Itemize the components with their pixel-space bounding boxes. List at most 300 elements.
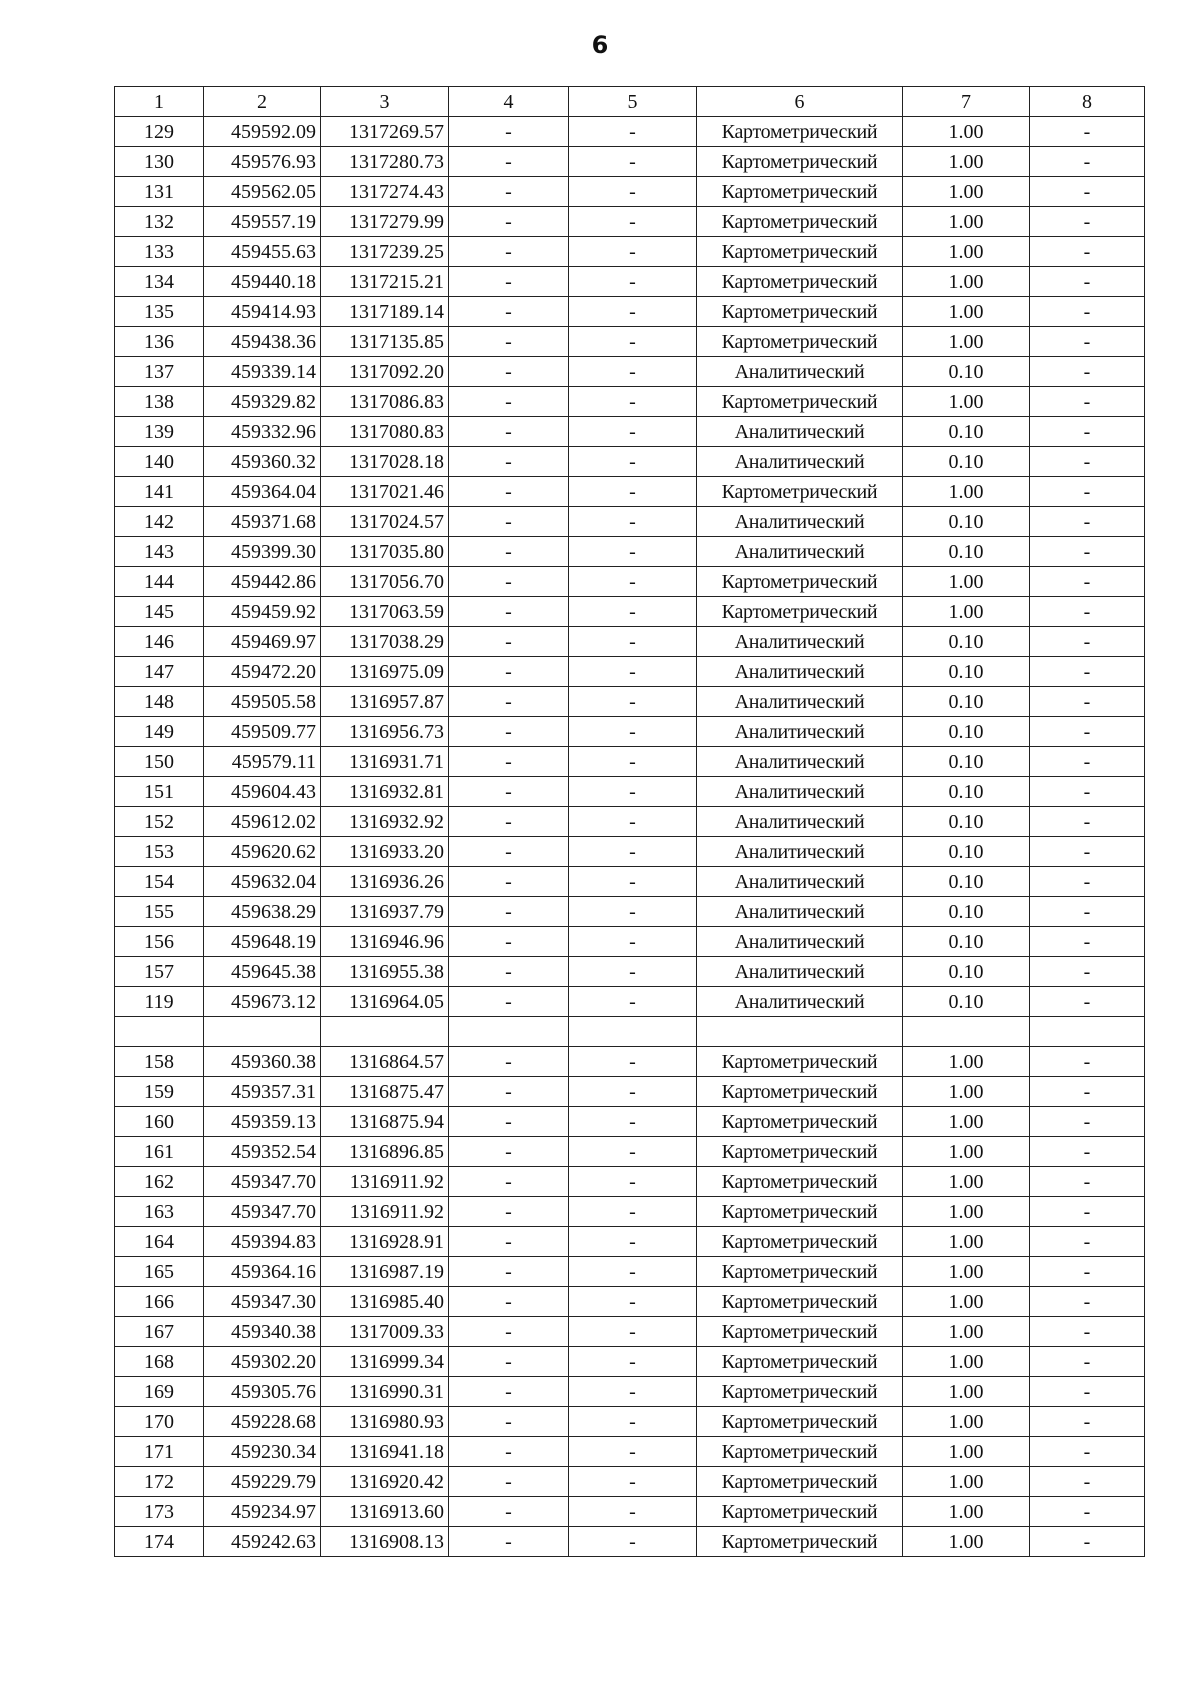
cell-accuracy: 0.10 <box>903 447 1030 477</box>
cell-accuracy: 1.00 <box>903 1497 1030 1527</box>
cell-point-number: 155 <box>115 897 204 927</box>
table-row <box>115 747 1145 777</box>
cell-point-number: 162 <box>115 1167 204 1197</box>
cell-column-4: - <box>449 837 569 867</box>
cell-column-4: - <box>449 1407 569 1437</box>
table-row <box>115 147 1145 177</box>
table-cell-empty <box>449 1017 569 1047</box>
cell-y-coordinate: 1317274.43 <box>321 177 449 207</box>
cell-x-coordinate: 459305.76 <box>204 1377 321 1407</box>
cell-method: Картометрический <box>697 1527 903 1557</box>
cell-method: Картометрический <box>697 1047 903 1077</box>
cell-y-coordinate: 1316956.73 <box>321 717 449 747</box>
cell-x-coordinate: 459472.20 <box>204 657 321 687</box>
cell-method: Аналитический <box>697 627 903 657</box>
table-row <box>115 1467 1145 1497</box>
table-row <box>115 537 1145 567</box>
cell-column-4: - <box>449 597 569 627</box>
cell-column-5: - <box>569 537 697 567</box>
cell-column-4: - <box>449 327 569 357</box>
cell-y-coordinate: 1317063.59 <box>321 597 449 627</box>
cell-accuracy: 1.00 <box>903 117 1030 147</box>
cell-column-5: - <box>569 777 697 807</box>
cell-method: Аналитический <box>697 867 903 897</box>
table-row <box>115 1347 1145 1377</box>
cell-y-coordinate: 1316932.81 <box>321 777 449 807</box>
table-row <box>115 657 1145 687</box>
cell-y-coordinate: 1317080.83 <box>321 417 449 447</box>
cell-column-5: - <box>569 1317 697 1347</box>
column-header: 5 <box>569 87 697 117</box>
cell-method: Картометрический <box>697 147 903 177</box>
cell-y-coordinate: 1317189.14 <box>321 297 449 327</box>
cell-point-number: 168 <box>115 1347 204 1377</box>
cell-column-8: - <box>1030 357 1145 387</box>
cell-column-4: - <box>449 237 569 267</box>
cell-point-number: 137 <box>115 357 204 387</box>
cell-accuracy: 0.10 <box>903 747 1030 777</box>
cell-accuracy: 1.00 <box>903 1377 1030 1407</box>
cell-method: Картометрический <box>697 1287 903 1317</box>
cell-x-coordinate: 459359.13 <box>204 1107 321 1137</box>
cell-column-5: - <box>569 1497 697 1527</box>
cell-y-coordinate: 1316987.19 <box>321 1257 449 1287</box>
cell-point-number: 134 <box>115 267 204 297</box>
cell-column-8: - <box>1030 807 1145 837</box>
cell-method: Картометрический <box>697 1167 903 1197</box>
cell-column-5: - <box>569 1077 697 1107</box>
column-header: 4 <box>449 87 569 117</box>
cell-x-coordinate: 459302.20 <box>204 1347 321 1377</box>
table-row <box>115 567 1145 597</box>
cell-method: Картометрический <box>697 1137 903 1167</box>
cell-column-5: - <box>569 237 697 267</box>
cell-point-number: 171 <box>115 1437 204 1467</box>
cell-column-8: - <box>1030 957 1145 987</box>
cell-method: Картометрический <box>697 177 903 207</box>
cell-accuracy: 0.10 <box>903 807 1030 837</box>
cell-column-8: - <box>1030 1257 1145 1287</box>
cell-method: Картометрический <box>697 1197 903 1227</box>
cell-column-4: - <box>449 417 569 447</box>
cell-accuracy: 0.10 <box>903 627 1030 657</box>
cell-column-4: - <box>449 1497 569 1527</box>
cell-column-8: - <box>1030 687 1145 717</box>
cell-point-number: 174 <box>115 1527 204 1557</box>
cell-accuracy: 1.00 <box>903 1437 1030 1467</box>
cell-accuracy: 1.00 <box>903 567 1030 597</box>
cell-point-number: 149 <box>115 717 204 747</box>
table-row <box>115 1497 1145 1527</box>
column-header: 8 <box>1030 87 1145 117</box>
cell-column-5: - <box>569 1047 697 1077</box>
cell-method: Картометрический <box>697 1467 903 1497</box>
cell-column-8: - <box>1030 297 1145 327</box>
cell-column-5: - <box>569 387 697 417</box>
cell-accuracy: 0.10 <box>903 507 1030 537</box>
cell-x-coordinate: 459612.02 <box>204 807 321 837</box>
cell-accuracy: 0.10 <box>903 927 1030 957</box>
cell-column-8: - <box>1030 327 1145 357</box>
cell-column-5: - <box>569 357 697 387</box>
cell-y-coordinate: 1317092.20 <box>321 357 449 387</box>
cell-method: Картометрический <box>697 1347 903 1377</box>
cell-column-8: - <box>1030 1527 1145 1557</box>
table-row <box>115 927 1145 957</box>
cell-point-number: 156 <box>115 927 204 957</box>
cell-column-5: - <box>569 207 697 237</box>
cell-column-4: - <box>449 1047 569 1077</box>
cell-column-5: - <box>569 1167 697 1197</box>
cell-point-number: 132 <box>115 207 204 237</box>
cell-column-8: - <box>1030 927 1145 957</box>
cell-column-4: - <box>449 897 569 927</box>
cell-column-4: - <box>449 1107 569 1137</box>
cell-column-4: - <box>449 747 569 777</box>
cell-y-coordinate: 1317028.18 <box>321 447 449 477</box>
cell-column-5: - <box>569 1377 697 1407</box>
cell-x-coordinate: 459455.63 <box>204 237 321 267</box>
table-header-row <box>115 87 1145 117</box>
table-row <box>115 447 1145 477</box>
cell-column-4: - <box>449 807 569 837</box>
cell-column-4: - <box>449 1137 569 1167</box>
cell-column-8: - <box>1030 507 1145 537</box>
cell-column-8: - <box>1030 537 1145 567</box>
cell-accuracy: 0.10 <box>903 897 1030 927</box>
cell-column-5: - <box>569 117 697 147</box>
cell-column-4: - <box>449 117 569 147</box>
cell-method: Картометрический <box>697 1497 903 1527</box>
cell-column-8: - <box>1030 1437 1145 1467</box>
cell-method: Аналитический <box>697 447 903 477</box>
cell-column-4: - <box>449 1167 569 1197</box>
cell-x-coordinate: 459234.97 <box>204 1497 321 1527</box>
cell-y-coordinate: 1316957.87 <box>321 687 449 717</box>
cell-column-5: - <box>569 297 697 327</box>
cell-point-number: 135 <box>115 297 204 327</box>
cell-x-coordinate: 459579.11 <box>204 747 321 777</box>
cell-column-8: - <box>1030 267 1145 297</box>
cell-point-number: 153 <box>115 837 204 867</box>
cell-column-4: - <box>449 867 569 897</box>
cell-column-5: - <box>569 327 697 357</box>
cell-column-4: - <box>449 1437 569 1467</box>
cell-column-4: - <box>449 1347 569 1377</box>
cell-column-4: - <box>449 537 569 567</box>
cell-accuracy: 0.10 <box>903 957 1030 987</box>
cell-y-coordinate: 1316985.40 <box>321 1287 449 1317</box>
page-number: 6 <box>591 31 609 59</box>
cell-x-coordinate: 459357.31 <box>204 1077 321 1107</box>
cell-column-8: - <box>1030 237 1145 267</box>
cell-y-coordinate: 1316937.79 <box>321 897 449 927</box>
cell-x-coordinate: 459371.68 <box>204 507 321 537</box>
cell-column-8: - <box>1030 777 1145 807</box>
cell-accuracy: 0.10 <box>903 687 1030 717</box>
cell-column-4: - <box>449 507 569 537</box>
cell-column-8: - <box>1030 117 1145 147</box>
cell-y-coordinate: 1316875.94 <box>321 1107 449 1137</box>
cell-method: Картометрический <box>697 327 903 357</box>
cell-column-4: - <box>449 477 569 507</box>
cell-x-coordinate: 459340.38 <box>204 1317 321 1347</box>
cell-column-8: - <box>1030 447 1145 477</box>
table-row <box>115 507 1145 537</box>
table-row <box>115 897 1145 927</box>
cell-x-coordinate: 459576.93 <box>204 147 321 177</box>
column-header: 6 <box>697 87 903 117</box>
cell-y-coordinate: 1316990.31 <box>321 1377 449 1407</box>
cell-y-coordinate: 1316933.20 <box>321 837 449 867</box>
cell-column-5: - <box>569 927 697 957</box>
cell-x-coordinate: 459442.86 <box>204 567 321 597</box>
cell-point-number: 140 <box>115 447 204 477</box>
cell-y-coordinate: 1317009.33 <box>321 1317 449 1347</box>
cell-column-4: - <box>449 1467 569 1497</box>
cell-column-4: - <box>449 927 569 957</box>
cell-x-coordinate: 459332.96 <box>204 417 321 447</box>
cell-column-8: - <box>1030 1077 1145 1107</box>
cell-accuracy: 1.00 <box>903 1257 1030 1287</box>
cell-accuracy: 1.00 <box>903 1197 1030 1227</box>
cell-column-8: - <box>1030 747 1145 777</box>
cell-point-number: 131 <box>115 177 204 207</box>
cell-column-5: - <box>569 507 697 537</box>
cell-column-5: - <box>569 1467 697 1497</box>
cell-point-number: 163 <box>115 1197 204 1227</box>
table-row <box>115 807 1145 837</box>
cell-x-coordinate: 459329.82 <box>204 387 321 417</box>
cell-x-coordinate: 459557.19 <box>204 207 321 237</box>
cell-column-8: - <box>1030 1107 1145 1137</box>
cell-method: Картометрический <box>697 1437 903 1467</box>
table-row <box>115 417 1145 447</box>
cell-column-5: - <box>569 897 697 927</box>
table-row <box>115 1077 1145 1107</box>
cell-method: Картометрический <box>697 567 903 597</box>
table-cell-empty <box>903 1017 1030 1047</box>
cell-method: Аналитический <box>697 657 903 687</box>
cell-column-5: - <box>569 477 697 507</box>
cell-column-5: - <box>569 1437 697 1467</box>
cell-accuracy: 1.00 <box>903 1047 1030 1077</box>
cell-accuracy: 1.00 <box>903 1077 1030 1107</box>
cell-column-4: - <box>449 1287 569 1317</box>
cell-method: Картометрический <box>697 117 903 147</box>
cell-y-coordinate: 1316913.60 <box>321 1497 449 1527</box>
cell-point-number: 130 <box>115 147 204 177</box>
cell-column-5: - <box>569 1107 697 1137</box>
cell-column-5: - <box>569 807 697 837</box>
cell-column-4: - <box>449 177 569 207</box>
table-row <box>115 267 1145 297</box>
cell-point-number: 167 <box>115 1317 204 1347</box>
cell-column-5: - <box>569 747 697 777</box>
cell-point-number: 136 <box>115 327 204 357</box>
table-cell-empty <box>569 1017 697 1047</box>
cell-x-coordinate: 459438.36 <box>204 327 321 357</box>
cell-column-8: - <box>1030 207 1145 237</box>
cell-column-5: - <box>569 1287 697 1317</box>
cell-method: Аналитический <box>697 837 903 867</box>
cell-method: Аналитический <box>697 507 903 537</box>
cell-x-coordinate: 459347.70 <box>204 1197 321 1227</box>
table-row <box>115 957 1145 987</box>
coordinates-table <box>114 86 1145 1557</box>
cell-method: Аналитический <box>697 537 903 567</box>
column-header: 7 <box>903 87 1030 117</box>
table-row <box>115 1317 1145 1347</box>
cell-column-4: - <box>449 717 569 747</box>
cell-point-number: 133 <box>115 237 204 267</box>
table-row <box>115 987 1145 1017</box>
table-row <box>115 1047 1145 1077</box>
cell-column-8: - <box>1030 1467 1145 1497</box>
cell-column-8: - <box>1030 1317 1145 1347</box>
cell-point-number: 164 <box>115 1227 204 1257</box>
cell-method: Картометрический <box>697 237 903 267</box>
cell-x-coordinate: 459352.54 <box>204 1137 321 1167</box>
cell-column-5: - <box>569 627 697 657</box>
table-row <box>115 477 1145 507</box>
cell-y-coordinate: 1317086.83 <box>321 387 449 417</box>
cell-y-coordinate: 1317035.80 <box>321 537 449 567</box>
cell-method: Аналитический <box>697 927 903 957</box>
cell-x-coordinate: 459592.09 <box>204 117 321 147</box>
cell-column-5: - <box>569 177 697 207</box>
cell-point-number: 144 <box>115 567 204 597</box>
cell-accuracy: 1.00 <box>903 237 1030 267</box>
cell-point-number: 129 <box>115 117 204 147</box>
table-row <box>115 1197 1145 1227</box>
cell-accuracy: 1.00 <box>903 1287 1030 1317</box>
table-row <box>115 687 1145 717</box>
cell-y-coordinate: 1316964.05 <box>321 987 449 1017</box>
cell-method: Картометрический <box>697 1377 903 1407</box>
cell-point-number: 169 <box>115 1377 204 1407</box>
cell-x-coordinate: 459242.63 <box>204 1527 321 1557</box>
cell-y-coordinate: 1317269.57 <box>321 117 449 147</box>
cell-method: Аналитический <box>697 987 903 1017</box>
cell-column-8: - <box>1030 567 1145 597</box>
cell-method: Картометрический <box>697 597 903 627</box>
cell-accuracy: 0.10 <box>903 837 1030 867</box>
cell-accuracy: 0.10 <box>903 657 1030 687</box>
column-header: 3 <box>321 87 449 117</box>
cell-point-number: 161 <box>115 1137 204 1167</box>
cell-point-number: 150 <box>115 747 204 777</box>
cell-x-coordinate: 459360.32 <box>204 447 321 477</box>
cell-column-4: - <box>449 1227 569 1257</box>
table-row <box>115 297 1145 327</box>
cell-accuracy: 0.10 <box>903 417 1030 447</box>
cell-y-coordinate: 1316911.92 <box>321 1197 449 1227</box>
cell-accuracy: 1.00 <box>903 1167 1030 1197</box>
cell-accuracy: 0.10 <box>903 717 1030 747</box>
cell-column-4: - <box>449 267 569 297</box>
cell-column-8: - <box>1030 417 1145 447</box>
table-row <box>115 1227 1145 1257</box>
cell-method: Картометрический <box>697 1257 903 1287</box>
cell-column-5: - <box>569 1197 697 1227</box>
cell-accuracy: 1.00 <box>903 177 1030 207</box>
cell-column-4: - <box>449 657 569 687</box>
cell-point-number: 160 <box>115 1107 204 1137</box>
cell-column-5: - <box>569 1407 697 1437</box>
cell-method: Картометрический <box>697 387 903 417</box>
cell-column-8: - <box>1030 1227 1145 1257</box>
cell-method: Картометрический <box>697 1107 903 1137</box>
cell-y-coordinate: 1317024.57 <box>321 507 449 537</box>
cell-x-coordinate: 459459.92 <box>204 597 321 627</box>
cell-method: Картометрический <box>697 1227 903 1257</box>
cell-method: Картометрический <box>697 297 903 327</box>
table-row <box>115 597 1145 627</box>
cell-column-5: - <box>569 717 697 747</box>
cell-y-coordinate: 1317279.99 <box>321 207 449 237</box>
cell-column-5: - <box>569 957 697 987</box>
table-row <box>115 207 1145 237</box>
cell-column-8: - <box>1030 1287 1145 1317</box>
cell-point-number: 157 <box>115 957 204 987</box>
table-body <box>115 87 1145 1557</box>
cell-column-8: - <box>1030 1347 1145 1377</box>
cell-y-coordinate: 1316936.26 <box>321 867 449 897</box>
cell-x-coordinate: 459228.68 <box>204 1407 321 1437</box>
cell-column-4: - <box>449 1527 569 1557</box>
cell-x-coordinate: 459620.62 <box>204 837 321 867</box>
cell-column-5: - <box>569 1227 697 1257</box>
cell-y-coordinate: 1317239.25 <box>321 237 449 267</box>
cell-column-8: - <box>1030 477 1145 507</box>
cell-x-coordinate: 459509.77 <box>204 717 321 747</box>
cell-column-8: - <box>1030 717 1145 747</box>
cell-accuracy: 1.00 <box>903 1107 1030 1137</box>
cell-method: Картометрический <box>697 1407 903 1437</box>
cell-y-coordinate: 1316941.18 <box>321 1437 449 1467</box>
cell-method: Картометрический <box>697 267 903 297</box>
cell-column-8: - <box>1030 1047 1145 1077</box>
cell-method: Аналитический <box>697 717 903 747</box>
cell-accuracy: 1.00 <box>903 327 1030 357</box>
cell-method: Аналитический <box>697 747 903 777</box>
cell-y-coordinate: 1317056.70 <box>321 567 449 597</box>
cell-point-number: 154 <box>115 867 204 897</box>
table-cell-empty <box>697 1017 903 1047</box>
cell-column-4: - <box>449 1377 569 1407</box>
table-row <box>115 177 1145 207</box>
cell-column-8: - <box>1030 387 1145 417</box>
cell-y-coordinate: 1316999.34 <box>321 1347 449 1377</box>
cell-method: Аналитический <box>697 897 903 927</box>
cell-accuracy: 0.10 <box>903 357 1030 387</box>
cell-point-number: 158 <box>115 1047 204 1077</box>
cell-column-8: - <box>1030 837 1145 867</box>
cell-method: Аналитический <box>697 417 903 447</box>
cell-y-coordinate: 1316875.47 <box>321 1077 449 1107</box>
table-row <box>115 237 1145 267</box>
cell-column-8: - <box>1030 897 1145 927</box>
cell-point-number: 119 <box>115 987 204 1017</box>
cell-y-coordinate: 1317215.21 <box>321 267 449 297</box>
cell-y-coordinate: 1316975.09 <box>321 657 449 687</box>
cell-y-coordinate: 1317038.29 <box>321 627 449 657</box>
cell-point-number: 165 <box>115 1257 204 1287</box>
table-row <box>115 117 1145 147</box>
cell-column-5: - <box>569 567 697 597</box>
cell-method: Аналитический <box>697 807 903 837</box>
